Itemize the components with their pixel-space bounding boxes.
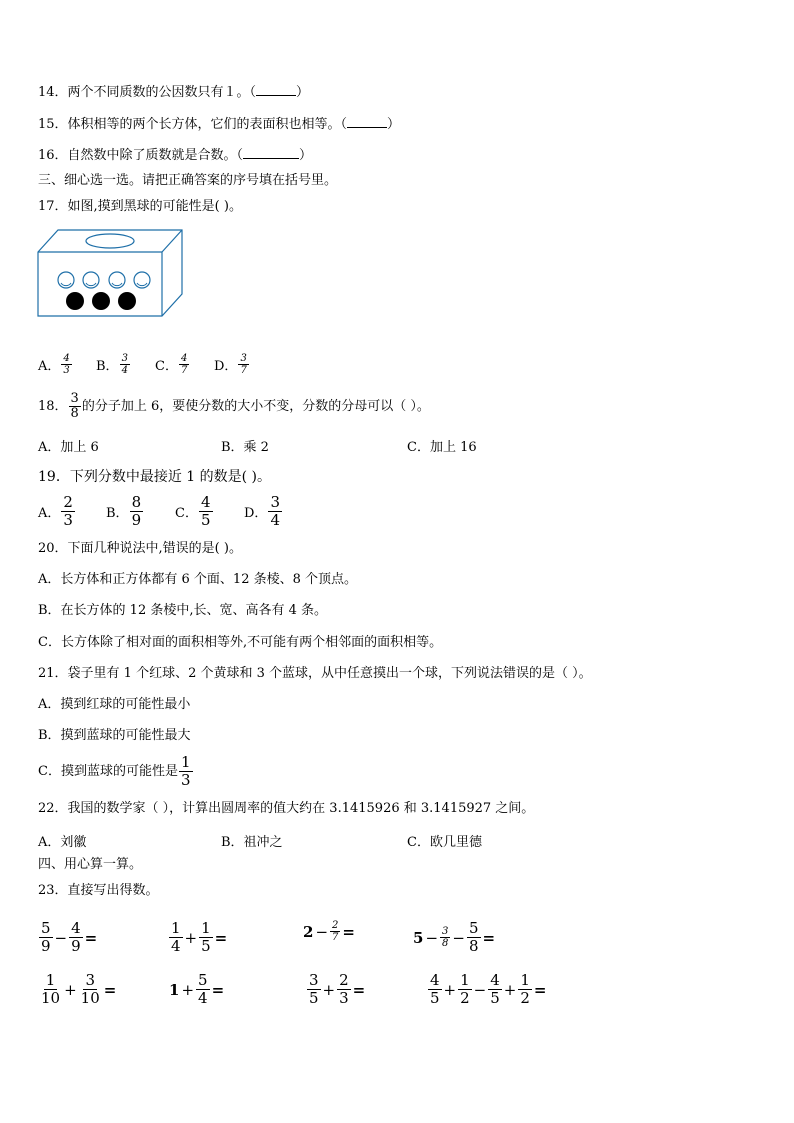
fraction [120,353,130,376]
option-label: A． [38,506,61,521]
question-15-text: 15．体积相等的两个长方体，它们的表面积也相等。（ [38,117,348,132]
option-label: C． [155,359,178,374]
option-label: B． [106,506,129,521]
black-balls [66,292,136,310]
denominator: 5 [430,989,440,1007]
calc-expression-7 [306,972,366,1007]
numerator: 2 [332,920,339,931]
numerator: 1 [180,753,191,771]
numerator: 4 [71,919,81,937]
whole-number: 1 [169,980,180,999]
calc-expression-2 [168,920,228,955]
answer-blank[interactable] [256,82,296,96]
operator: − [425,928,439,947]
calc-expression-6 [168,972,225,1007]
option-label: D． [214,359,238,374]
fraction [467,920,481,955]
operator: + [184,928,198,947]
denominator: 8 [70,406,79,421]
operator: − [452,928,465,947]
numerator: 3 [309,971,319,989]
fraction [61,353,71,376]
whole-number: 2 [303,922,314,941]
denominator: 2 [460,989,470,1007]
numerator: 3 [121,353,128,364]
black-ball [118,292,136,310]
calc-expression-8 [427,972,548,1007]
denominator: 5 [309,989,319,1007]
denominator: 7 [240,365,247,376]
section-4-heading: 四、用心算一算。 [38,857,143,872]
q17-option-c[interactable] [155,338,190,376]
answer-blank[interactable] [347,114,387,128]
fraction [307,972,321,1007]
q20-option-b[interactable]: B．在长方体的 12 条棱中,长、宽、高各有 4 条。 [38,603,328,618]
operator: + [503,980,517,999]
equals-sign: = [84,928,98,947]
denominator: 9 [71,937,81,955]
q20-option-c[interactable]: C．长方体除了相对面的面积相等外,不可能有两个相邻面的面积相等。 [38,635,443,650]
ball-box-figure [36,228,186,320]
denominator: 3 [180,771,191,789]
equals-sign: = [482,928,496,947]
numerator: 3 [270,493,280,511]
q17-option-b[interactable] [96,338,131,376]
numerator: 3 [85,971,95,989]
denominator: 9 [131,511,142,529]
numerator: 4 [200,493,211,511]
answer-blank[interactable] [243,145,299,159]
fraction [199,494,213,529]
numerator: 3 [70,391,79,406]
denominator: 4 [171,937,181,955]
black-ball [66,292,84,310]
fraction [458,972,472,1007]
denominator: 4 [121,365,128,376]
q21-option-a[interactable]: A．摸到红球的可能性最小 [38,697,191,712]
numerator: 4 [180,353,188,364]
q22-option-a[interactable]: A．刘徽 [38,835,87,850]
q17-option-a[interactable] [38,338,73,376]
numerator: 1 [520,971,530,989]
numerator: 1 [45,971,56,989]
denominator: 8 [442,938,449,949]
paren-close: ） [387,117,401,132]
option-label: B． [96,359,119,374]
question-18-text: 的分子加上 6，要使分数的大小不变，分数的分母可以（ ）。 [81,399,430,414]
question-14 [38,82,309,102]
question-15 [38,114,400,134]
numerator: 2 [63,493,73,511]
denominator: 3 [339,989,349,1007]
section-3-heading: 三、细心选一选。请把正确答案的序号填在括号里。 [38,173,338,188]
question-20-text: 20．下面几种说法中,错误的是( )。 [38,541,242,556]
equals-sign: = [214,928,228,947]
equals-sign: = [342,922,355,941]
question-17-text: 17．如图,摸到黑球的可能性是( )。 [38,199,242,214]
denominator: 2 [520,989,530,1007]
fraction [337,972,351,1007]
denominator: 8 [468,937,479,955]
denominator: 5 [201,937,211,955]
option-label: A． [38,359,61,374]
fraction [61,494,75,529]
denominator: 4 [198,989,208,1007]
operator: + [181,980,195,999]
numerator: 5 [41,919,51,937]
operator: − [473,980,487,999]
denominator: 7 [332,932,339,943]
numerator: 1 [171,919,181,937]
fraction [69,920,83,955]
equals-sign: = [352,980,366,999]
fraction [169,920,183,955]
numerator: 1 [201,919,211,937]
q19-option-a[interactable] [38,494,76,529]
denominator: 9 [41,937,51,955]
operator: − [315,922,329,941]
calc-expression-3 [302,920,356,943]
paren-close: ） [299,148,313,163]
numerator: 3 [442,926,449,937]
equals-sign: = [211,980,225,999]
q22-option-b[interactable]: B．祖冲之 [221,835,283,850]
fraction [428,972,442,1007]
numerator: 4 [490,971,500,989]
fraction [199,920,213,955]
denominator: 3 [63,511,73,529]
fraction [440,926,450,949]
fraction [268,494,282,529]
option-label: C． [175,506,198,521]
equals-sign: = [533,980,547,999]
q21-option-c[interactable] [38,754,194,790]
question-16 [38,145,312,165]
numerator: 5 [468,919,479,937]
q19-option-b[interactable] [106,494,144,529]
q20-option-a[interactable]: A．长方体和正方体都有 6 个面、12 条棱、8 个顶点。 [38,572,358,587]
fraction [518,972,532,1007]
box-outline [38,230,182,316]
denominator: 10 [80,989,100,1007]
operator: + [64,980,77,999]
fraction [330,920,340,943]
fraction [39,920,53,955]
numerator: 4 [63,353,70,364]
numerator: 4 [430,971,440,989]
q19-option-c[interactable] [175,494,214,529]
black-ball [92,292,110,310]
operator: − [54,928,68,947]
calc-expression-1 [38,920,98,955]
operator: + [443,980,457,999]
q18-option-b[interactable]: B．乘 2 [221,440,269,455]
question-22-text: 22．我国的数学家（ ），计算出圆周率的值大约在 3.1415926 和 3.1415927 之间。 [38,801,535,816]
question-number: 18． [38,399,68,414]
numerator: 1 [460,971,470,989]
fraction [179,353,189,376]
calc-expression-4 [412,920,496,955]
white-balls [58,272,150,288]
operator: + [322,980,336,999]
fraction [196,972,210,1007]
fraction [179,754,193,789]
fraction [238,353,248,376]
denominator: 3 [63,365,70,376]
denominator: 5 [200,511,211,529]
box-opening [86,234,134,248]
numerator: 3 [240,353,247,364]
q18-option-c[interactable]: C．加上 16 [407,440,477,455]
paren-close: ） [296,85,310,100]
calc-expression-5 [38,972,117,1007]
denominator: 5 [490,989,500,1007]
question-23-text: 23．直接写出得数。 [38,883,159,898]
equals-sign: = [103,980,117,999]
option-label: D． [244,506,268,521]
fraction [488,972,502,1007]
fraction [39,972,62,1007]
numerator: 5 [198,971,208,989]
q22-option-c[interactable]: C．欧几里德 [407,835,482,850]
denominator: 4 [270,511,280,529]
fraction [79,972,102,1007]
question-21-text: 21．袋子里有 1 个红球、2 个黄球和 3 个蓝球，从中任意摸出一个球，下列说法错误的是（ ）。 [38,666,592,681]
option-text: C．摸到蓝球的可能性是 [38,764,178,779]
question-14-text: 14．两个不同质数的公因数只有１。（ [38,85,257,100]
q17-option-d[interactable] [214,338,250,376]
q19-option-d[interactable] [244,494,283,529]
numerator: 2 [339,971,349,989]
question-18 [38,389,430,425]
q21-option-b[interactable]: B．摸到蓝球的可能性最大 [38,728,191,743]
denominator: 10 [41,989,61,1007]
fraction [130,494,144,529]
question-16-text: 16．自然数中除了质数就是合数。（ [38,148,244,163]
q18-option-a[interactable]: A．加上 6 [38,440,99,455]
whole-number: 5 [413,928,424,947]
numerator: 8 [131,493,142,511]
fraction [69,392,81,421]
denominator: 7 [180,365,188,376]
question-19-text: 19．下列分数中最接近 1 的数是( )。 [38,469,271,485]
